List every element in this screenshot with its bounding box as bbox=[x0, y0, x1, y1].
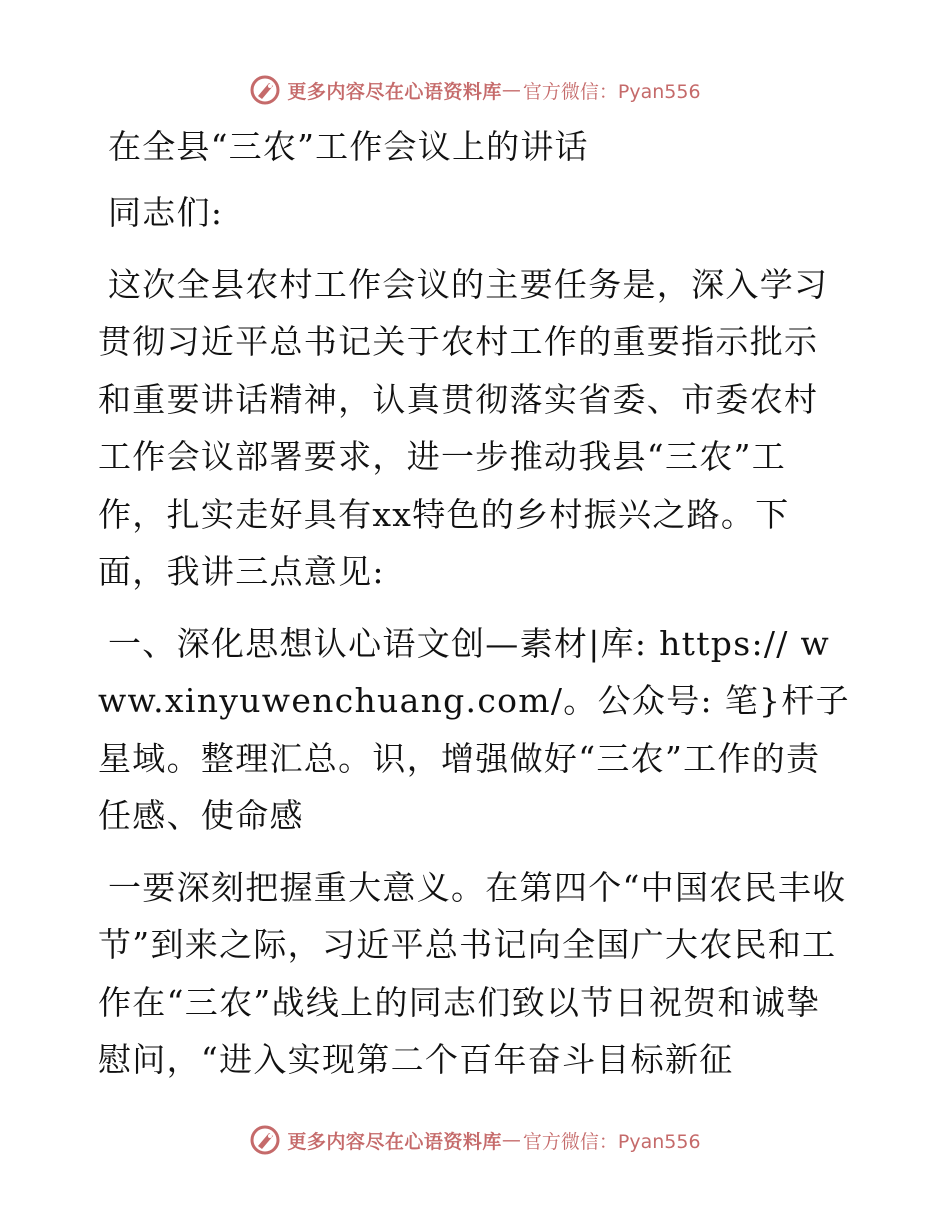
banner-separator: — bbox=[501, 1129, 521, 1151]
footer-watermark-banner bbox=[0, 1120, 950, 1160]
pen-circle-logo-icon bbox=[249, 1124, 281, 1156]
header-watermark-banner bbox=[0, 70, 950, 110]
banner-text: 更多内容尽在心语资料库 bbox=[287, 1130, 502, 1153]
document-title: 在全县“三农”工作会议上的讲话 bbox=[108, 127, 589, 166]
banner-separator: — bbox=[501, 79, 521, 101]
banner-text: 更多内容尽在心语资料库 bbox=[287, 80, 502, 103]
paragraph-2: 一、深化思想认心语文创—素材|库: https:// www.xinyuwenchuang.com/。公众号: 笔}杆子星域。整理汇总。识，增强做好“三农”工作的责任感、使命感 bbox=[98, 623, 850, 835]
paragraph-3: 一要深刻把握重大意义。在第四个“中国农民丰收节”到来之际，习近平总书记向全国广大农民和工作在“三农”战线上的同志们致以节日祝贺和诚挚慰问，“进入实现第二个百年奋斗目标新征 bbox=[98, 867, 847, 1079]
pen-circle-logo-icon bbox=[249, 74, 281, 106]
banner-wechat: 官方微信：Pyan556 bbox=[522, 1130, 701, 1153]
greeting: 同志们: bbox=[108, 193, 224, 232]
document-body bbox=[98, 118, 850, 1089]
paragraph-1: 这次全县农村工作会议的主要任务是，深入学习贯彻习近平总书记关于农村工作的重要指示批示和重要讲话精神，认真贯彻落实省委、市委农村工作会议部署要求，进一步推动我县“三农”工作，扎实走好具有xx特色的乡村振兴之路。下面，我讲三点意见: bbox=[98, 264, 829, 591]
banner-wechat: 官方微信：Pyan556 bbox=[522, 80, 701, 103]
